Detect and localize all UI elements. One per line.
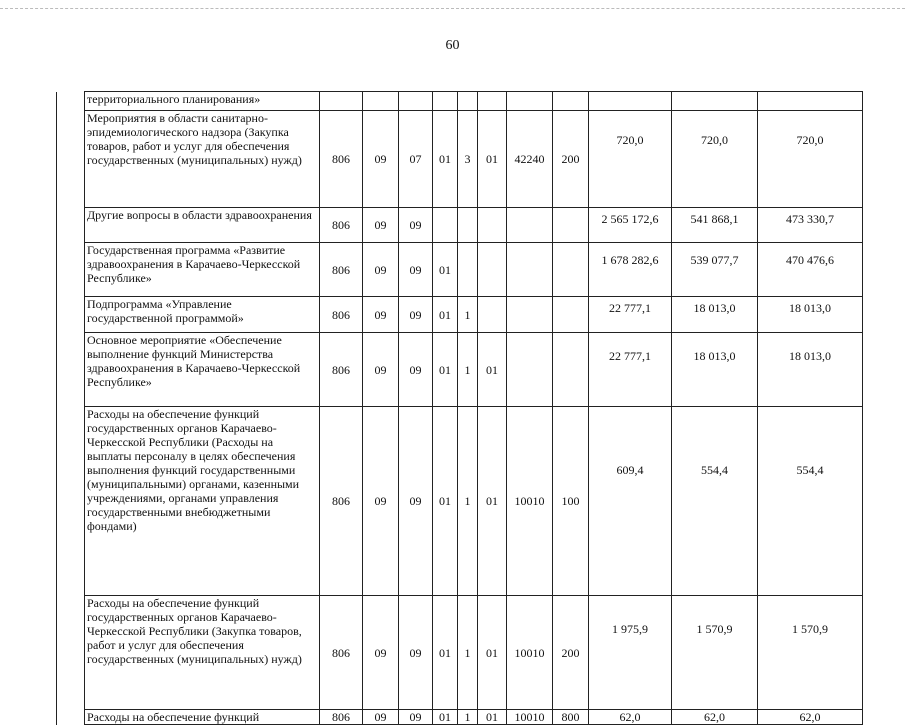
code-cell: 01: [478, 111, 507, 208]
code-cell: [433, 208, 458, 243]
code-cell: 09: [399, 596, 433, 710]
code-cell: 01: [433, 297, 458, 333]
amount-cell: 1 570,9: [672, 596, 758, 710]
table-row: [57, 407, 863, 596]
amount-cell: 1 975,9: [589, 596, 672, 710]
code-cell: 806: [320, 407, 363, 596]
code-cell: 09: [363, 596, 399, 710]
code-cell: 09: [399, 333, 433, 407]
amount-cell: 541 868,1: [672, 208, 758, 243]
code-cell: 10010: [507, 407, 553, 596]
code-cell: 09: [399, 710, 433, 725]
code-cell: [399, 92, 433, 111]
code-cell: 800: [553, 710, 589, 725]
code-cell: 10010: [507, 710, 553, 725]
amount-cell: 1 678 282,6: [589, 243, 672, 297]
amount-cell: [589, 92, 672, 111]
code-cell: 09: [363, 407, 399, 596]
code-cell: [507, 333, 553, 407]
code-cell: [320, 92, 363, 111]
table-row: [57, 208, 863, 243]
table-row: [57, 111, 863, 208]
amount-cell: 18 013,0: [758, 333, 863, 407]
code-cell: 1: [458, 333, 478, 407]
code-cell: 09: [399, 297, 433, 333]
amount-cell: 470 476,6: [758, 243, 863, 297]
code-cell: 01: [433, 596, 458, 710]
row-name: Государственная программа «Развитие здравоохранения в Карачаево-Черкесской Республике»: [85, 243, 320, 297]
code-cell: 200: [553, 596, 589, 710]
code-cell: 01: [433, 111, 458, 208]
code-cell: 806: [320, 596, 363, 710]
code-cell: [458, 208, 478, 243]
row-name: Основное мероприятие «Обеспечение выполнение функций Министерства здравоохранения в Карачаево-Черкесской Республике»: [85, 333, 320, 407]
amount-cell: 18 013,0: [672, 333, 758, 407]
code-cell: 09: [363, 710, 399, 725]
code-cell: [553, 92, 589, 111]
code-cell: 09: [363, 208, 399, 243]
amount-cell: 18 013,0: [672, 297, 758, 333]
amount-cell: 539 077,7: [672, 243, 758, 297]
code-cell: 01: [433, 333, 458, 407]
row-name: Другие вопросы в области здравоохранения: [85, 208, 320, 243]
code-cell: [433, 92, 458, 111]
code-cell: [507, 92, 553, 111]
code-cell: 09: [363, 243, 399, 297]
amount-cell: 554,4: [758, 407, 863, 596]
row-name: территориального планирования»: [85, 92, 320, 111]
code-cell: [458, 92, 478, 111]
code-cell: [507, 297, 553, 333]
amount-cell: 22 777,1: [589, 333, 672, 407]
code-cell: 09: [399, 407, 433, 596]
code-cell: [478, 243, 507, 297]
code-cell: 09: [399, 208, 433, 243]
row-name: Расходы на обеспечение функций: [85, 710, 320, 725]
code-cell: [478, 208, 507, 243]
code-cell: 1: [458, 710, 478, 725]
page-number: 60: [445, 38, 460, 53]
amount-cell: 22 777,1: [589, 297, 672, 333]
code-cell: 1: [458, 596, 478, 710]
amount-cell: 62,0: [758, 710, 863, 725]
row-name: Расходы на обеспечение функций государственных органов Карачаево-Черкесской Республики (Расходы на выплаты персоналу в целях обеспечения выполнения функций государственными (муниципальными) органами, казенными учреждениями, органами управления государственными внебюджетными фондами): [85, 407, 320, 596]
budget-table: [56, 91, 863, 725]
table-row: [57, 710, 863, 725]
row-number-cell: [57, 92, 85, 111]
code-cell: [458, 243, 478, 297]
amount-cell: 609,4: [589, 407, 672, 596]
code-cell: 01: [433, 710, 458, 725]
code-cell: 806: [320, 243, 363, 297]
row-number-cell: [57, 333, 85, 407]
code-cell: [363, 92, 399, 111]
amount-cell: 720,0: [672, 111, 758, 208]
code-cell: 100: [553, 407, 589, 596]
row-number-cell: [57, 407, 85, 596]
amount-cell: 2 565 172,6: [589, 208, 672, 243]
row-number-cell: [57, 297, 85, 333]
code-cell: [478, 92, 507, 111]
amount-cell: 720,0: [589, 111, 672, 208]
code-cell: [553, 297, 589, 333]
code-cell: 09: [363, 297, 399, 333]
code-cell: 806: [320, 297, 363, 333]
code-cell: 01: [478, 710, 507, 725]
page-top-rule: [0, 8, 905, 9]
amount-cell: [758, 92, 863, 111]
table-row: [57, 333, 863, 407]
code-cell: 10010: [507, 596, 553, 710]
row-number-cell: [57, 596, 85, 710]
code-cell: 806: [320, 208, 363, 243]
code-cell: 01: [478, 407, 507, 596]
amount-cell: 473 330,7: [758, 208, 863, 243]
code-cell: [553, 333, 589, 407]
amount-cell: 720,0: [758, 111, 863, 208]
code-cell: 09: [363, 333, 399, 407]
code-cell: 806: [320, 333, 363, 407]
row-name: Мероприятия в области санитарно-эпидемиологического надзора (Закупка товаров, работ и услуг для обеспечения государственных (муниципальных) нужд): [85, 111, 320, 208]
code-cell: 42240: [507, 111, 553, 208]
amount-cell: 1 570,9: [758, 596, 863, 710]
table-row: [57, 596, 863, 710]
amount-cell: 62,0: [589, 710, 672, 725]
code-cell: 1: [458, 407, 478, 596]
row-number-cell: [57, 710, 85, 725]
row-number-cell: [57, 208, 85, 243]
amount-cell: 18 013,0: [758, 297, 863, 333]
code-cell: 1: [458, 297, 478, 333]
code-cell: [507, 243, 553, 297]
code-cell: 01: [433, 243, 458, 297]
code-cell: [507, 208, 553, 243]
code-cell: [478, 297, 507, 333]
amount-cell: [672, 92, 758, 111]
code-cell: 07: [399, 111, 433, 208]
table-row: [57, 92, 863, 111]
amount-cell: 62,0: [672, 710, 758, 725]
row-number-cell: [57, 111, 85, 208]
code-cell: 01: [478, 333, 507, 407]
code-cell: 01: [433, 407, 458, 596]
row-name: Подпрограмма «Управление государственной программой»: [85, 297, 320, 333]
code-cell: [553, 208, 589, 243]
code-cell: 01: [478, 596, 507, 710]
code-cell: 09: [363, 111, 399, 208]
code-cell: 3: [458, 111, 478, 208]
code-cell: [553, 243, 589, 297]
amount-cell: 554,4: [672, 407, 758, 596]
code-cell: 806: [320, 111, 363, 208]
row-number-cell: [57, 243, 85, 297]
table-row: [57, 243, 863, 297]
table-row: [57, 297, 863, 333]
code-cell: 806: [320, 710, 363, 725]
code-cell: 200: [553, 111, 589, 208]
row-name: Расходы на обеспечение функций государственных органов Карачаево-Черкесской Республики (Закупка товаров, работ и услуг для обеспечения государственных (муниципальных) нужд): [85, 596, 320, 710]
code-cell: 09: [399, 243, 433, 297]
